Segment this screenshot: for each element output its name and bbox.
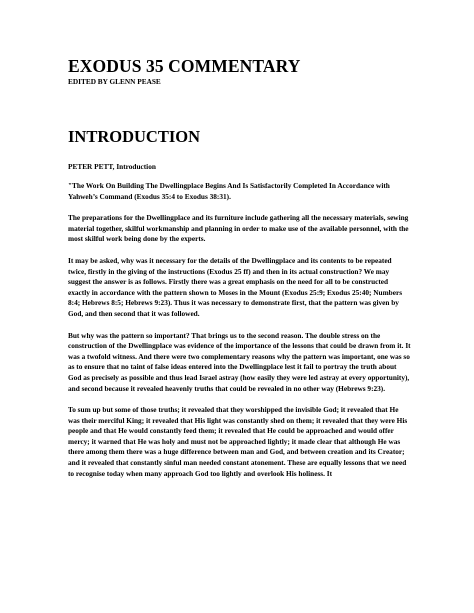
paragraph-3: It may be asked, why was it necessary for the details of the Dwellingplace and its contents to be repeated twice, firstly in the giving of the instructions (Exodus 25 ff) and then in its actual construction? We may suggest the answer is as follows. Firstly there was a great emphasis on the need for all to be constructed exactly in accordance with the pattern shown to Moses in the Mount (Exodus 25:9; Exodus 25:40; Numbers 8:4; Hebrews 8:5; Hebrews 9:23). Thus it was necessary to demonstrate first, that the pattern was given by God, and then second that it was followed. (68, 255, 403, 318)
document-subtitle: EDITED BY GLENN PEASE (68, 77, 161, 86)
document-title: EXODUS 35 COMMENTARY (68, 56, 301, 76)
paragraph-5: To sum up but some of those truths; it revealed that they worshipped the invisible God; it revealed that He was their merciful King; it revealed that His light was constantly shed on them; it revealed that they were His people and that He would constantly feed them; it revealed that He could be approached and would offer mercy; it warned that He was holy and must not be approached lightly; it made clear that although He was there among them there was a huge difference between man and God, and between creation and its Creator; and it revealed that constantly sinful man needed constant atonement. These are equally lessons that we need to recognise today when many approach God too lightly and overlook His holiness. It (68, 405, 408, 478)
paragraph-4: But why was the pattern so important? That brings us to the second reason. The double stress on the construction of the Dwellingplace was evidence of the importance of the lessons that could be drawn from it. It was a twofold witness. And there were two complementary reasons why the pattern was important, one was so as to ensure that no taint of false ideas entered into the Dwellingplace lest it fail to portray the truth about God as precisely as possible and thus lead Israel astray (how easily they were led astray at every opportunity), and second because it revealed heavenly truths that could be revealed in no other way (Hebrews 9:23). (68, 330, 411, 393)
paragraph-2: The preparations for the Dwellingplace and its furniture include gathering all the necessary materials, sewing material together, skilful workmanship and planning in order to make use of the available personnel, with the most skilful work being done by the experts. (68, 213, 409, 244)
author-byline: PETER PETT, Introduction (68, 162, 156, 171)
section-heading: INTRODUCTION (68, 127, 201, 146)
paragraph-1: "The Work On Building The Dwellingplace Begins And Is Satisfactorily Completed In Accordance with Yahweh’s Command (Exodus 35:4 to Exodus 38:31). (68, 181, 390, 201)
document-body (68, 56, 411, 479)
